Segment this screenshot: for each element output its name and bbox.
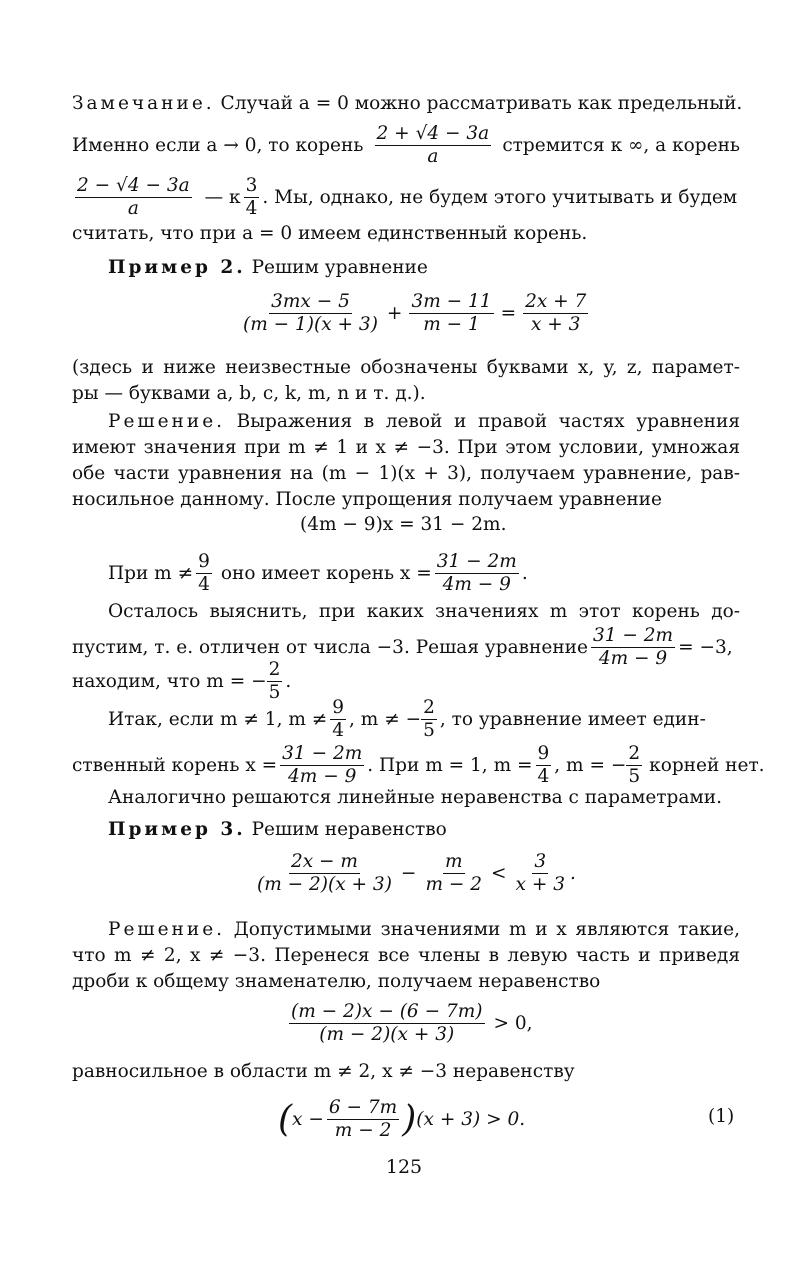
remark-text-2: Именно если a → 0, то корень [72, 134, 364, 156]
remains-line-2: пустим, т. е. отличен от числа −3. Решая уравнение $\frac{31 - 2m}{4m - 9}$ = −3, [72, 625, 733, 669]
linear-inequalities-line: Аналогично решаются линейные неравенства с параметрами. [108, 787, 722, 808]
example3-heading: Пример 3. Решим неравенство [108, 819, 447, 840]
example2-solution-2: имеют значения при m ≠ 1 и x ≠ −3. При этом условии, умножая [72, 437, 740, 458]
final-inequality: ( x − $\frac{6 - 7m}{m - 2}$ ) (x + 3) > 0. [278, 1097, 526, 1141]
remark-line-4: считать, что при a = 0 имеем единственный корень. [72, 223, 588, 244]
summary-line-2: ственный корень x = $\frac{31 - 2m}{4m - 9}$ . При m = 1, m = $\frac{9}{4}$ , m = − $\frac{2}{5}$ корней нет. [72, 743, 765, 787]
example2-equation: $\frac{3mx - 5}{(m - 1)(x + 3)}$ + $\frac{3m - 11}{m - 1}$ = $\frac{2x + 7}{x + 3}$ [243, 291, 587, 335]
remains-line-1: Осталось выяснить, при каких значениях m этот корень до- [108, 601, 740, 622]
example3-inequality: $\frac{2x - m}{(m - 2)(x + 3)}$ − $\frac{m}{m - 2}$ < $\frac{3}{x + 3}$ . [257, 851, 576, 895]
remark-text-3: стремится к ∞, а корень [502, 134, 740, 156]
remark-line-2 [72, 124, 740, 167]
example3-solution-3: дроби к общему знаменателю, получаем неравенство [72, 971, 601, 992]
remark-line-1 [72, 92, 743, 116]
root2-fraction: $\frac{2 - √4 - 3a}{a}$ [77, 175, 190, 219]
root-line: При m ≠ $\frac{9}{4}$ оно имеет корень x = $\frac{31 - 2m}{4m - 9}$ . [108, 551, 528, 595]
example2-solution-1: Решение. Выражения в левой и правой частях уравнения [108, 411, 740, 432]
simplified-equation: (4m − 9)x = 31 − 2m. [300, 514, 507, 535]
example2-solution-3: обе части уравнения на (m − 1)(x + 3), получаем уравнение, рав- [72, 463, 740, 484]
example2-heading: Пример 2. Решим уравнение [108, 257, 428, 278]
remark-line-3: $\frac{2 - √4 - 3a}{a}$ — к $\frac{3}{4}$ . Мы, однако, не будем этого учитывать и будем [77, 175, 738, 219]
remark-label: Замечание. [72, 93, 215, 114]
example2-solution-4: носильное данному. После упрощения получаем уравнение [72, 489, 662, 510]
example2-note-2: ры — буквами a, b, c, k, m, n и т. д.). [72, 383, 426, 404]
equivalence-line: равносильное в области m ≠ 2, x ≠ −3 неравенству [72, 1061, 575, 1082]
page-number: 125 [385, 1156, 423, 1178]
equation-number: (1) [708, 1106, 735, 1127]
combined-inequality: $\frac{(m - 2)x - (6 - 7m)}{(m - 2)(x + 3)}$ > 0, [291, 1001, 533, 1045]
root1-fraction: $\frac{2 + √4 - 3a}{a}$ [376, 123, 490, 167]
example3-solution-1: Решение. Допустимыми значениями m и x являются такие, [108, 919, 741, 940]
limit-fraction: $\frac{3}{4}$ [245, 175, 258, 219]
remains-line-3: находим, что m = − $\frac{2}{5}$ . [72, 659, 292, 703]
example3-solution-2: что m ≠ 2, x ≠ −3. Перенеся все члены в левую часть и приведя [72, 945, 740, 966]
example2-note-1: (здесь и ниже неизвестные обозначены буквами x, y, z, парамет- [72, 357, 740, 378]
summary-line-1: Итак, если m ≠ 1, m ≠ $\frac{9}{4}$ , m ≠ − $\frac{2}{5}$ , то уравнение имеет един- [108, 697, 706, 741]
remark-text-1: Случай a = 0 можно рассматривать как предельный. [220, 93, 743, 114]
